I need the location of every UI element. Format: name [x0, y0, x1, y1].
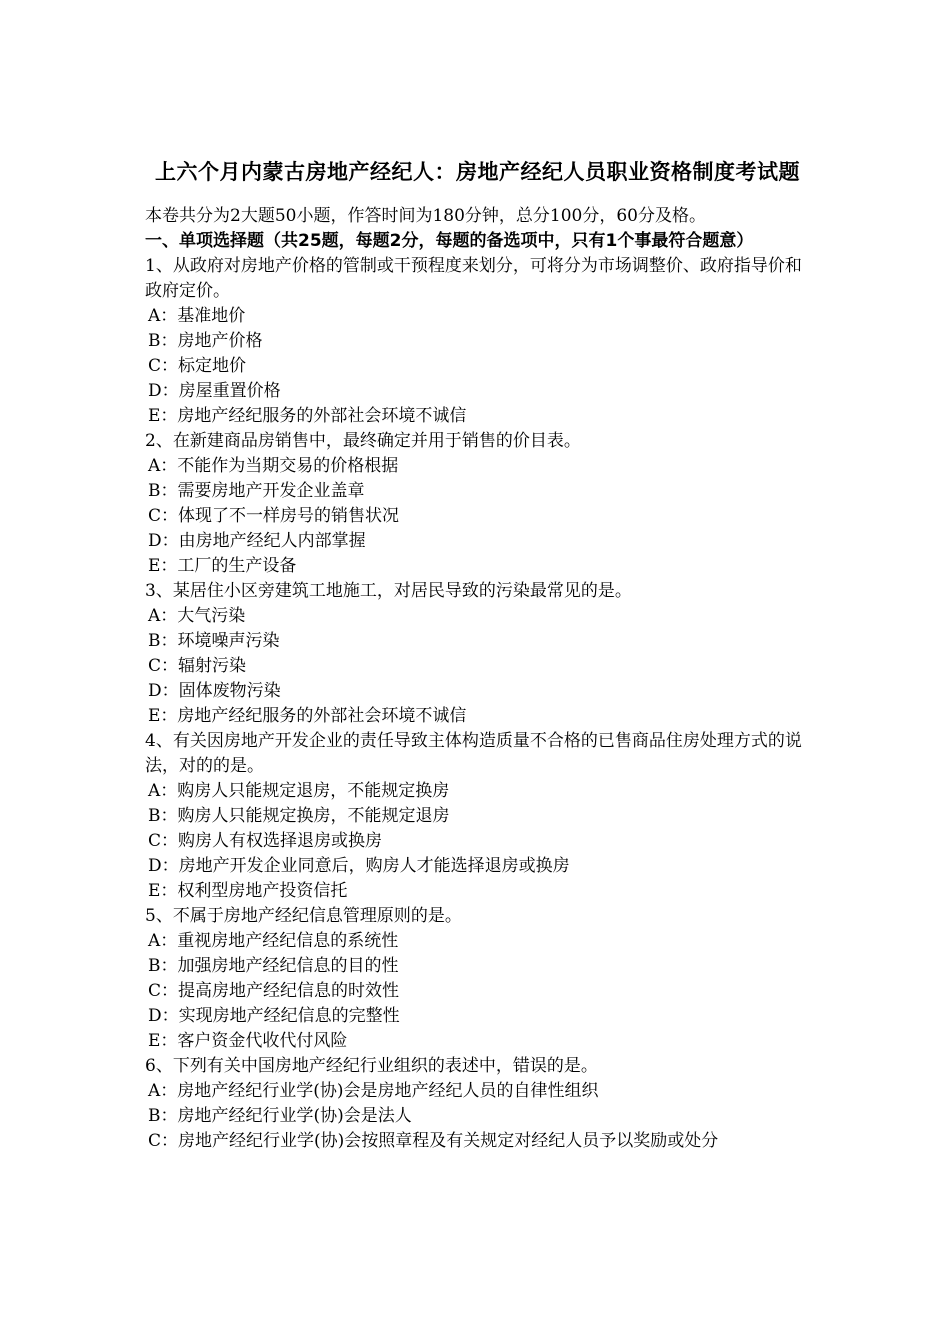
answer-option: B：房地产经纪行业学(协)会是法人: [148, 1106, 412, 1126]
answer-option: D：由房地产经纪人内部掌握: [148, 531, 366, 551]
option-list: [145, 1079, 810, 1154]
option-list: [145, 779, 810, 904]
answer-option: C：提高房地产经纪信息的时效性: [148, 981, 400, 1001]
question-stem: 4、有关因房地产开发企业的责任导致主体构造质量不合格的已售商品住房处理方式的说法，对的的是。: [145, 731, 802, 776]
question-stem: 3、某居住小区旁建筑工地施工，对居民导致的污染最常见的是。: [145, 581, 632, 601]
answer-option: E：工厂的生产设备: [148, 556, 297, 576]
question-item: [145, 579, 810, 729]
answer-option: B：购房人只能规定换房，不能规定退房: [148, 806, 450, 826]
answer-option: D：实现房地产经纪信息的完整性: [148, 1006, 400, 1026]
answer-option: C：标定地价: [148, 356, 247, 376]
option-list: [145, 304, 810, 429]
answer-option: A：购房人只能规定退房，不能规定换房: [148, 781, 450, 801]
answer-option: E：权利型房地产投资信托: [148, 881, 348, 901]
answer-option: D：固体废物污染: [148, 681, 281, 701]
question-item: [145, 1054, 810, 1154]
answer-option: E：客户资金代收代付风险: [148, 1031, 348, 1051]
question-item: [145, 254, 810, 429]
question-stem: 6、下列有关中国房地产经纪行业组织的表述中，错误的是。: [145, 1056, 598, 1076]
question-list: [145, 254, 810, 1154]
answer-option: A：重视房地产经纪信息的系统性: [148, 931, 399, 951]
answer-option: B：需要房地产开发企业盖章: [148, 481, 365, 501]
answer-option: A：不能作为当期交易的价格根据: [148, 456, 399, 476]
question-stem: 2、在新建商品房销售中，最终确定并用于销售的价目表。: [145, 431, 581, 451]
answer-option: B：房地产价格: [148, 331, 263, 351]
answer-option: C：辐射污染: [148, 656, 247, 676]
question-stem: 5、不属于房地产经纪信息管理原则的是。: [145, 906, 462, 926]
answer-option: A：基准地价: [148, 306, 246, 326]
question-item: [145, 729, 810, 904]
option-list: [145, 604, 810, 729]
answer-option: C：购房人有权选择退房或换房: [148, 831, 383, 851]
answer-option: B：环境噪声污染: [148, 631, 280, 651]
document-page: [145, 148, 810, 1154]
option-list: [145, 929, 810, 1054]
section-heading: 一、单项选择题（共25题，每题2分，每题的备选项中，只有1个事最符合题意）: [145, 231, 754, 251]
question-item: [145, 904, 810, 1054]
document-title: 上六个月内蒙古房地产经纪人：房地产经纪人员职业资格制度考试题: [155, 160, 800, 184]
answer-option: A：房地产经纪行业学(协)会是房地产经纪人员的自律性组织: [148, 1081, 599, 1101]
answer-option: B：加强房地产经纪信息的目的性: [148, 956, 399, 976]
answer-option: A：大气污染: [148, 606, 246, 626]
answer-option: C：房地产经纪行业学(协)会按照章程及有关规定对经纪人员予以奖励或处分: [148, 1131, 719, 1151]
question-item: [145, 429, 810, 579]
answer-option: D：房地产开发企业同意后，购房人才能选择退房或换房: [148, 856, 570, 876]
answer-option: D：房屋重置价格: [148, 381, 281, 401]
question-stem: 1、从政府对房地产价格的管制或干预程度来划分，可将分为市场调整价、政府指导价和政府定价。: [145, 256, 802, 301]
answer-option: E：房地产经纪服务的外部社会环境不诚信: [148, 706, 467, 726]
answer-option: C：体现了不一样房号的销售状况: [148, 506, 400, 526]
exam-intro: 本卷共分为2大题50小题，作答时间为180分钟，总分100分，60分及格。: [145, 206, 706, 226]
option-list: [145, 454, 810, 579]
answer-option: E：房地产经纪服务的外部社会环境不诚信: [148, 406, 467, 426]
